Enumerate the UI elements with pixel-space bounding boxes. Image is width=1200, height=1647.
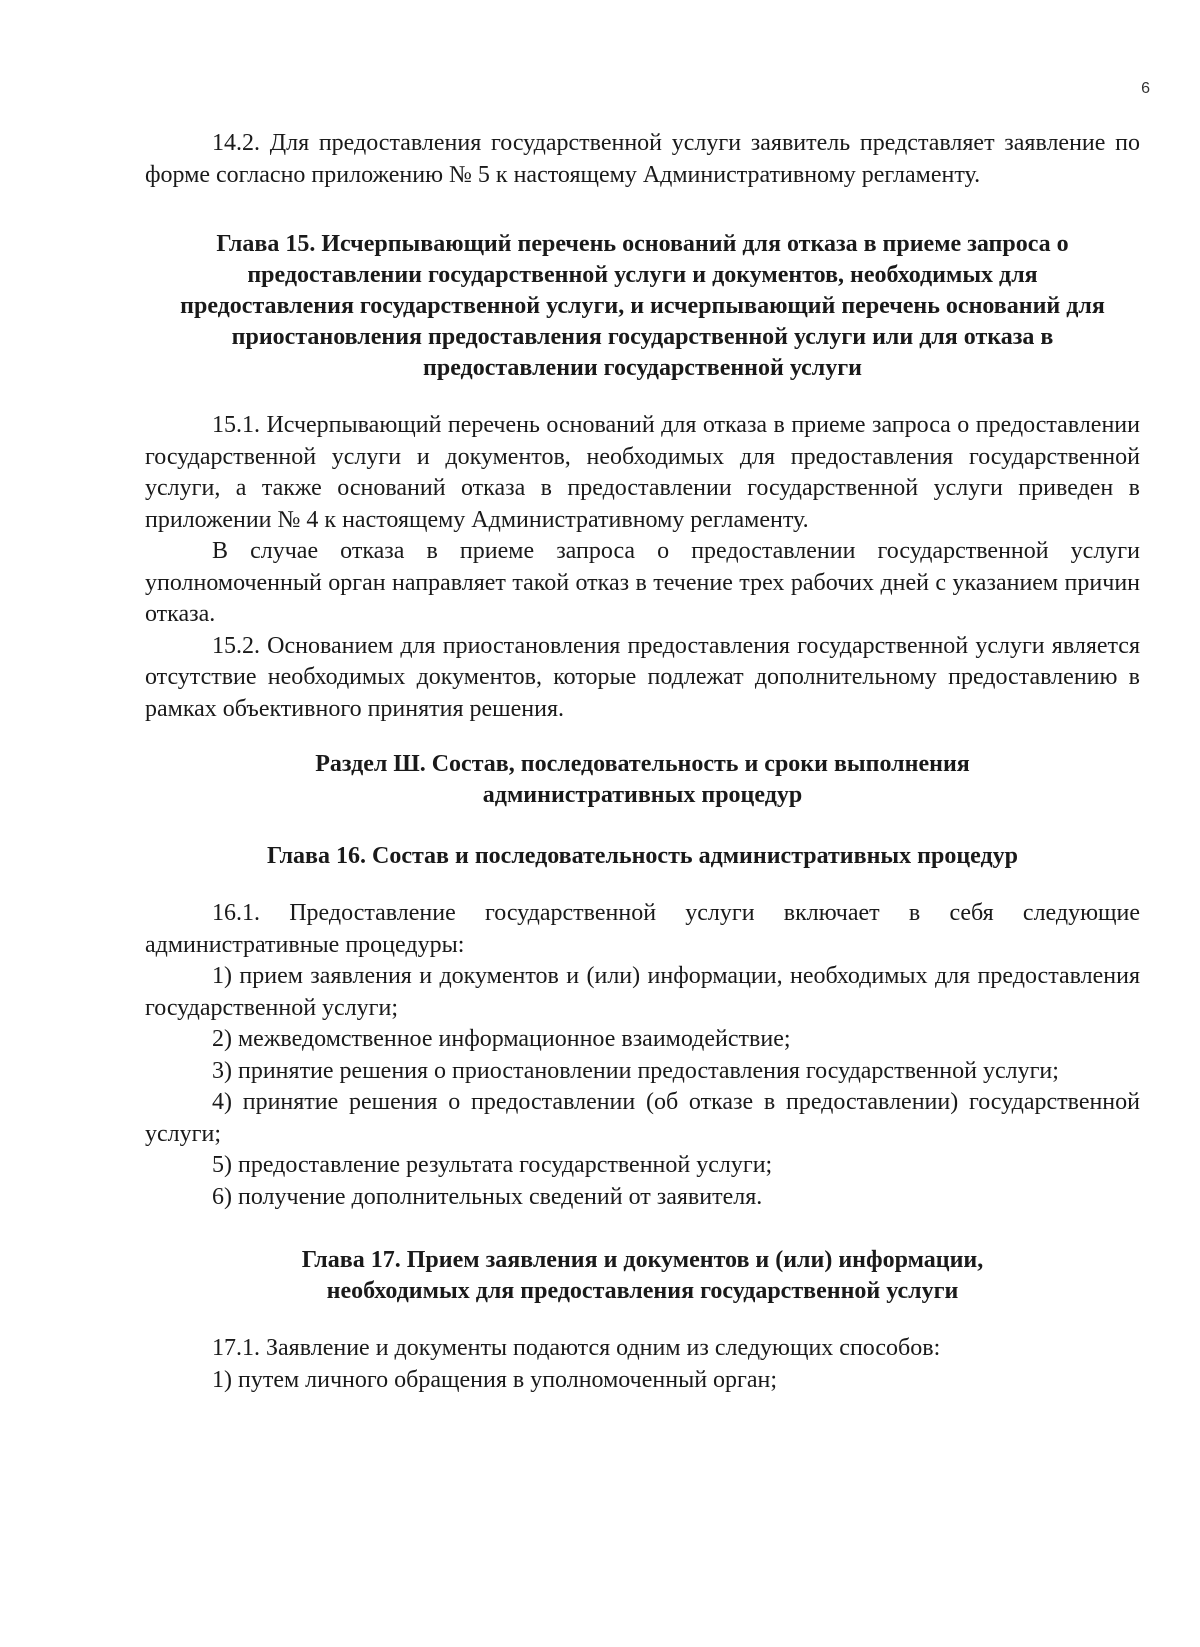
list-item: 1) путем личного обращения в уполномоченный орган; xyxy=(212,1366,778,1393)
list-item: 2) межведомственное информационное взаимодействие; xyxy=(212,1026,791,1052)
list-item: 4) принятие решения о предоставлении (об отказе в предоставлении) государственной услуги; xyxy=(145,1089,1140,1147)
paragraph-15-1-refusal: В случае отказа в приеме запроса о предоставлении государственной услуги уполномоченный орган направляет такой отказ в течение трех рабочих дней с указанием причин отказа. xyxy=(145,538,1140,627)
list-item: 6) получение дополнительных сведений от заявителя. xyxy=(212,1183,763,1210)
page-number: 6 xyxy=(1141,80,1150,97)
paragraph-15-1: 15.1. Исчерпывающий перечень оснований для отказа в приеме запроса о предоставлении государственной услуги и документов, необходимых для предоставления государственной услуги, а также оснований отказа в предоставлении государственной услуги приведен в приложении № 4 к настоящему Административному регламенту. xyxy=(145,412,1140,533)
paragraph-15-2: 15.2. Основанием для приостановления предоставления государственной услуги является отсутствие необходимых документов, которые подлежат дополнительному предоставлению в рамках объективного принятия решения. xyxy=(145,632,1140,722)
list-item: 5) предоставление результата государственной услуги; xyxy=(212,1152,773,1178)
paragraph-14-2: 14.2. Для предоставления государственной услуги заявитель представляет заявление по форме согласно приложению № 5 к настоящему Административному регламенту. xyxy=(145,130,1140,188)
paragraph-16-1: 16.1. Предоставление государственной услуги включает в себя следующие административные процедуры: xyxy=(145,900,1140,958)
chapter-17-heading: Глава 17. Прием заявления и документов и (или) информации, необходимых для предоставления государственной услуги xyxy=(301,1247,984,1304)
section-3-heading: Раздел Ш. Состав, последовательность и сроки выполнения административных процедур xyxy=(315,751,970,808)
document-body xyxy=(145,128,1140,1396)
list-item: 3) принятие решения о приостановлении предоставления государственной услуги; xyxy=(212,1057,1059,1084)
paragraph-17-1: 17.1. Заявление и документы подаются одним из следующих способов: xyxy=(212,1335,941,1361)
list-item: 1) прием заявления и документов и (или) информации, необходимых для предоставления государственной услуги; xyxy=(145,963,1140,1021)
chapter-15-heading: Глава 15. Исчерпывающий перечень оснований для отказа в приеме запроса о предоставлении государственной услуги и документов, необходимых для предоставления государственной услуги, и исчерпывающий перечень оснований для приостановления предоставления государственной услуги или для отказа в предоставлении государственной услуги xyxy=(180,231,1105,381)
chapter-16-heading: Глава 16. Состав и последовательность административных процедур xyxy=(267,843,1018,869)
